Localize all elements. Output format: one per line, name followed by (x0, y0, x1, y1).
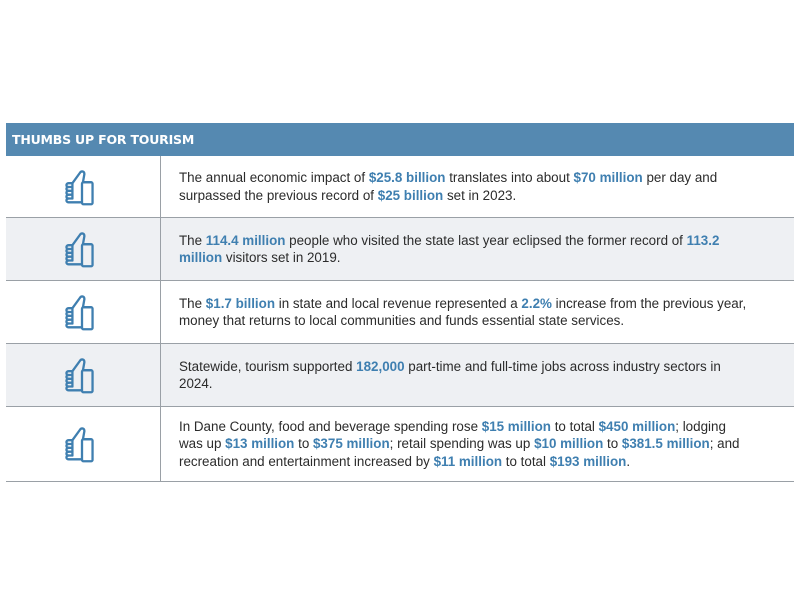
text-segment: to total (502, 453, 550, 469)
row-text (161, 407, 794, 481)
text-segment: set in 2023. (443, 187, 517, 203)
table-row (6, 156, 794, 218)
highlight-figure: 182,000 (356, 358, 405, 374)
thumbs-up-icon (61, 226, 105, 272)
icon-cell (6, 344, 161, 406)
icon-cell (6, 281, 161, 343)
highlight-figure: $15 million (481, 418, 551, 434)
text-segment: The (179, 295, 206, 311)
table-body (6, 156, 794, 482)
table-row (6, 407, 794, 482)
icon-cell (6, 156, 161, 217)
row-text (161, 344, 794, 406)
text-segment: . (626, 453, 631, 469)
highlight-figure: $193 million (549, 453, 627, 469)
highlight-figure: $11 million (433, 453, 503, 469)
highlight-figure: $381.5 million (621, 436, 710, 452)
highlight-figure: 114.4 million (205, 232, 286, 248)
icon-cell (6, 407, 161, 481)
text-segment: The (179, 232, 206, 248)
thumbs-up-icon (61, 289, 105, 335)
table-row (6, 344, 794, 407)
text-segment: to (603, 436, 622, 452)
thumbs-up-icon (61, 421, 105, 467)
row-paragraph (179, 358, 748, 393)
table-header: THUMBS UP FOR TOURISM (6, 123, 794, 156)
text-segment: ; retail spending was up (389, 436, 535, 452)
row-text (161, 156, 794, 217)
highlight-figure: $70 million (573, 170, 643, 185)
row-paragraph (179, 169, 748, 204)
text-segment: people who visited the state last year eclipsed the former record of (285, 232, 687, 248)
tourism-table (6, 123, 794, 482)
row-paragraph (179, 418, 748, 471)
table-row (6, 218, 794, 281)
highlight-figure: $13 million (225, 436, 295, 452)
text-segment: ; and recreation and entertainment increased by (179, 436, 740, 469)
text-segment: translates into about (445, 170, 574, 185)
text-segment: visitors set in 2019. (222, 250, 341, 265)
thumbs-up-icon (61, 352, 105, 398)
text-segment: The annual economic impact of (179, 170, 369, 185)
row-paragraph (179, 232, 748, 267)
text-segment: ; lodging was up (179, 418, 726, 452)
text-segment: in state and local revenue represented a (275, 295, 522, 311)
text-segment: Statewide, tourism supported (179, 358, 357, 374)
highlight-figure: 113.2 million (179, 232, 720, 265)
text-segment: increase from the previous year, money that returns to local communities and funds essential state services. (179, 295, 747, 328)
text-segment: In Dane County, food and beverage spending rose (179, 418, 482, 434)
row-text (161, 218, 794, 280)
highlight-figure: $25.8 billion (368, 170, 446, 185)
table-row (6, 281, 794, 344)
highlight-figure: $1.7 billion (205, 295, 275, 311)
icon-cell (6, 218, 161, 280)
highlight-figure: $450 million (598, 418, 676, 434)
thumbs-up-icon (61, 164, 105, 210)
row-paragraph (179, 295, 748, 330)
highlight-figure: 2.2% (521, 295, 552, 311)
text-segment: per day and surpassed the previous record of (179, 170, 718, 203)
highlight-figure: $375 million (312, 436, 390, 452)
text-segment: to (294, 436, 313, 452)
text-segment: to total (550, 418, 599, 434)
highlight-figure: $25 billion (377, 187, 444, 203)
row-text (161, 281, 794, 343)
highlight-figure: $10 million (534, 436, 604, 452)
text-segment: part-time and full-time jobs across industry sectors in 2024. (179, 358, 721, 391)
